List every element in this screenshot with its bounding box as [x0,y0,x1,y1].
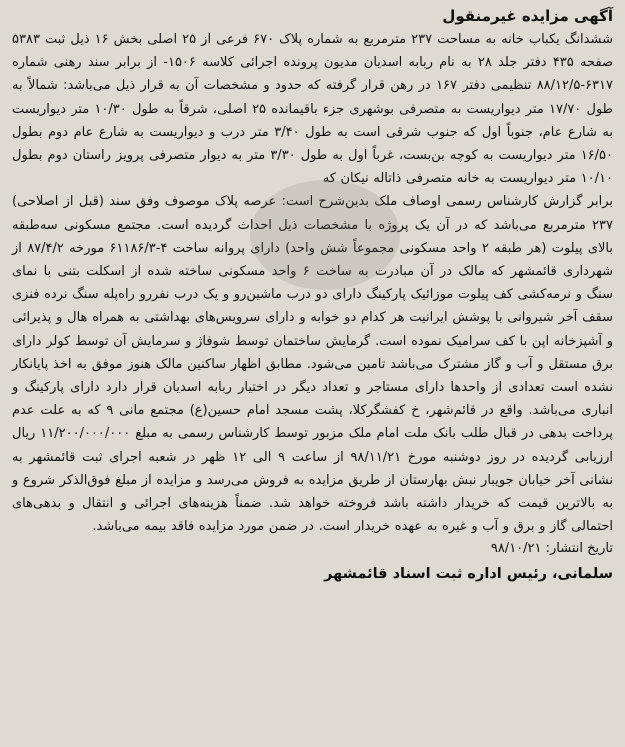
publish-date: تاریخ انتشار: ۹۸/۱۰/۲۱ [490,541,613,557]
notice-paragraph-expert-report: برابر گزارش کارشناس رسمی اوصاف ملک بدین‌شرح است: عرصه پلاک موصوف وفق سند (قبل از اصلاحی) ۲۳۷ مترمربع می‌باشد که در آن یک پروژه با مشخصات ذیل احداث گردیده است. مجتمع مسکونی سه‌طبقه بالای پیلوت (هر طبقه ۲ واحد مسکونی مجموعاً شش واحد) دارای پروانه ساخت ۴-۶۱۱۸۶/۳ مورخه ۸۷/۴/۲ از شهرداری قائمشهر که مالک در آن مبادرت به ساخت ۶ واحد مسکونی ساخته شده از اسکلت بتنی با نمای سنگ و نرمه‌کشی کف پیلوت موزائیک پارکینگ دارای دو درب ماشین‌رو و یک درب نفررو راه‌پله سنگ نرده فنزی سقف آخر شیروانی با پوشش ایرانیت هر کدام دو خوابه و دارای سرویس‌های بهداشتی به همراه هال و پذیرائی و آشپزخانه اپن با کف سرامیک نموده است. گرمایش ساختمان توسط شوفاژ و سرمایش آن توسط کولر دارای برق مستقل و آب و گاز مشترک می‌باشد تامین می‌شود. مطابق اظهار ساکنین مالک هنوز موفق به اخذ پایانکار نشده است تعدادی از واحدها دارای مستاجر و تعداد دیگر در اختیار ربابه اسدیان قرار دارد دارای پارکینگ و انباری می‌باشد. واقع در قائم‌شهر، خ کفشگرکلا، پشت مسجد امام حسین(ع) مجتمع مانی ۹ که به علت عدم پرداخت بدهی در قبال طلب بانک ملت امام ملک مزبور توسط کارشناس رسمی به مبلغ ۱۱/۲۰۰/۰۰۰/۰۰۰ ریال ارزیابی گردیده در روز دوشنبه مورخ ۹۸/۱۱/۲۱ از ساعت ۹ الی ۱۲ ظهر در شعبه اجرای ثبت قائمشهر به نشانی آخر خیابان جویبار نبش بهارستان از طریق مزایده به فروش می‌رسد و مزایده از مبلغ فوق‌الذکر شروع و به بالاترین قیمت که خریدار داشته باشد فروخته خواهد شد. ضمناً هزینه‌های اجرائی و انتقال و بدهی‌های احتمالی گاز و برق و آب و غیره به عهده خریدار است. در ضمن مورد مزایده فاقد بیمه می‌باشد. [12,194,614,535]
notice-title: آگهی مزایده غیرمنقول [442,7,613,25]
signature-line: سلمانی، رئیس اداره ثبت اسناد قائمشهر [324,566,613,583]
notice-body [12,28,613,538]
notice-paragraph-property-description: ششدانگ یکباب خانه به مساحت ۲۳۷ مترمربع به شماره پلاک ۶۷۰ فرعی از ۲۵ اصلی بخش ۱۶ ذیل ثبت ۵۳۸۳ صفحه ۴۳۵ دفتر جلد ۲۸ به نام ربابه اسدیان مدیون پرونده اجرائی کلاسه ۱۵۰۶- از برابر سند رهنی شماره ۶۳۱۷-۸۸/۱۲/۵ تنظیمی دفتر ۱۶۷ در رهن قرار گرفته که حدود و مشخصات آن به قرار ذیل می‌باشد: شمالاً به طول ۱۷/۷۰ متر دیواریست به متصرفی بوشهری جزء باقیمانده ۲۵ اصلی، شرقاً به طول ۱۰/۳۰ متر دیواریست به شارع عام، جنوباً اول که جنوب شرقی است به طول ۳/۴۰ متر درب و دیواریست به شارع عام دوم بطول ۱۶/۵۰ متر دیواریست به کوچه بن‌بست، غرباً اول به طول ۳/۳۰ متر به دیوار متصرفی پرویز راستان دوم بطول ۱۰/۱۰ متر دیواریست به خانه متصرفی ذاتاله نیکان که [12,32,614,187]
